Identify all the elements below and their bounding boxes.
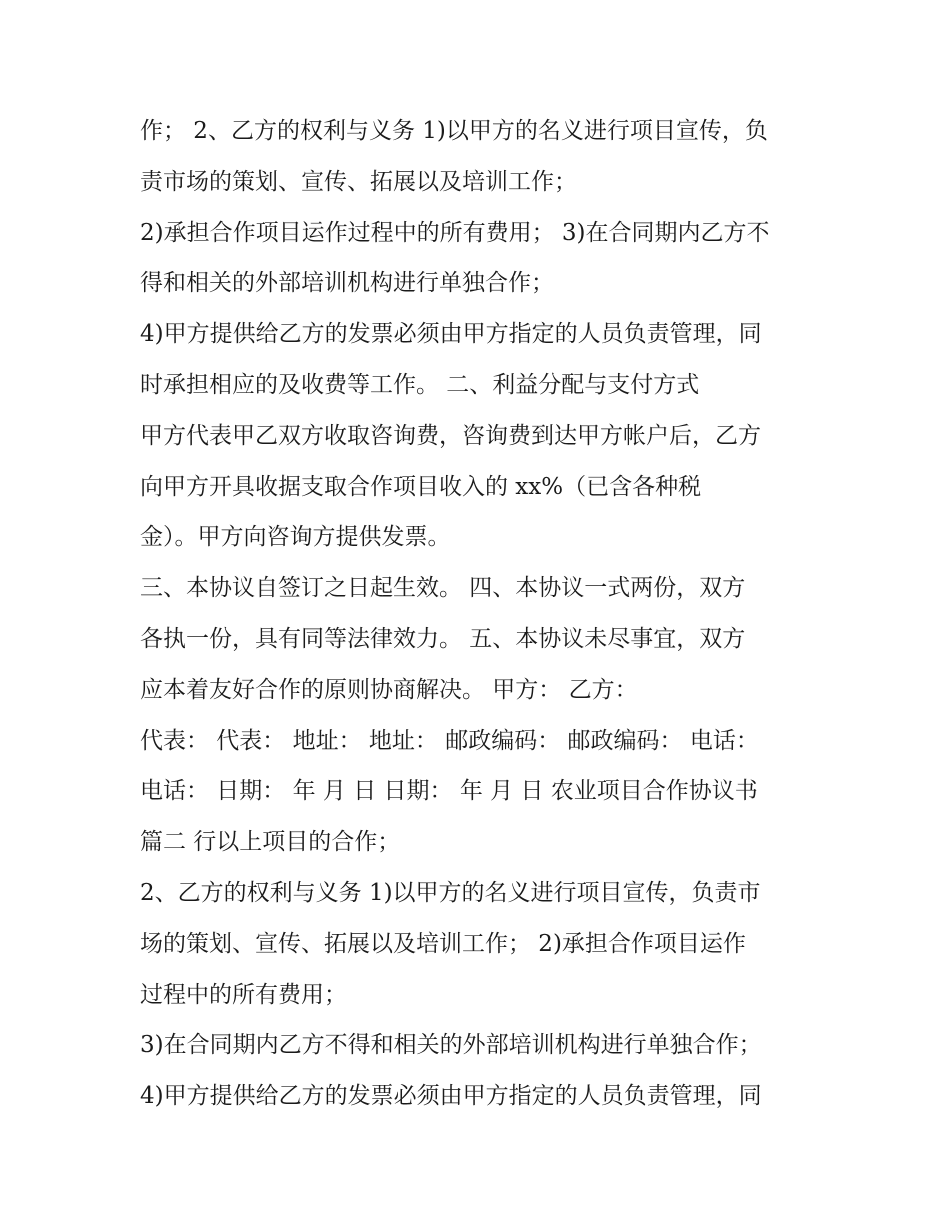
text-line: 电话： 日期： 年 月 日 日期： 年 月 日 农业项目合作协议书 [140, 778, 758, 805]
text-line: 过程中的所有费用； [140, 981, 347, 1008]
text-line: 2、乙方的权利与义务 1)以甲方的名义进行项目宣传，负责市 [140, 879, 761, 906]
text-line: 应本着友好合作的原则协商解决。 甲方： 乙方： [140, 676, 638, 703]
text-line: 4)甲方提供给乙方的发票必须由甲方指定的人员负责管理，同 [140, 321, 762, 348]
text-line: 作； 2、乙方的权利与义务 1)以甲方的名义进行项目宣传，负 [140, 118, 768, 144]
document-body [140, 106, 820, 1122]
text-line: 代表： 代表： 地址： 地址： 邮政编码： 邮政编码： 电话： [140, 727, 759, 754]
text-line: 金）。甲方向咨询方提供发票。 [140, 524, 451, 551]
text-line: 3)在合同期内乙方不得和相关的外部培训机构进行单独合作； [140, 1032, 762, 1059]
text-line: 甲方代表甲乙双方收取咨询费，咨询费到达甲方帐户后，乙方 [140, 422, 761, 449]
text-line: 得和相关的外部培训机构进行单独合作； [140, 270, 554, 297]
text-line: 三、本协议自签订之日起生效。 四、本协议一式两份，双方 [140, 575, 746, 602]
text-line: 场的策划、宣传、拓展以及培训工作； 2)承担合作项目运作 [140, 930, 746, 957]
text-line: 时承担相应的及收费等工作。 二、利益分配与支付方式 [140, 371, 700, 398]
text-line: 责市场的策划、宣传、拓展以及培训工作； [140, 168, 577, 195]
text-line: 向甲方开具收据支取合作项目收入的 xx%（已含各种税 [140, 473, 702, 500]
text-line: 2)承担合作项目运作过程中的所有费用； 3)在合同期内乙方不 [140, 219, 770, 246]
text-line: 4)甲方提供给乙方的发票必须由甲方指定的人员负责管理，同 [140, 1083, 762, 1110]
text-line: 各执一份，具有同等法律效力。 五、本协议未尽事宜，双方 [140, 625, 746, 652]
text-line: 篇二 行以上项目的合作； [140, 829, 401, 856]
